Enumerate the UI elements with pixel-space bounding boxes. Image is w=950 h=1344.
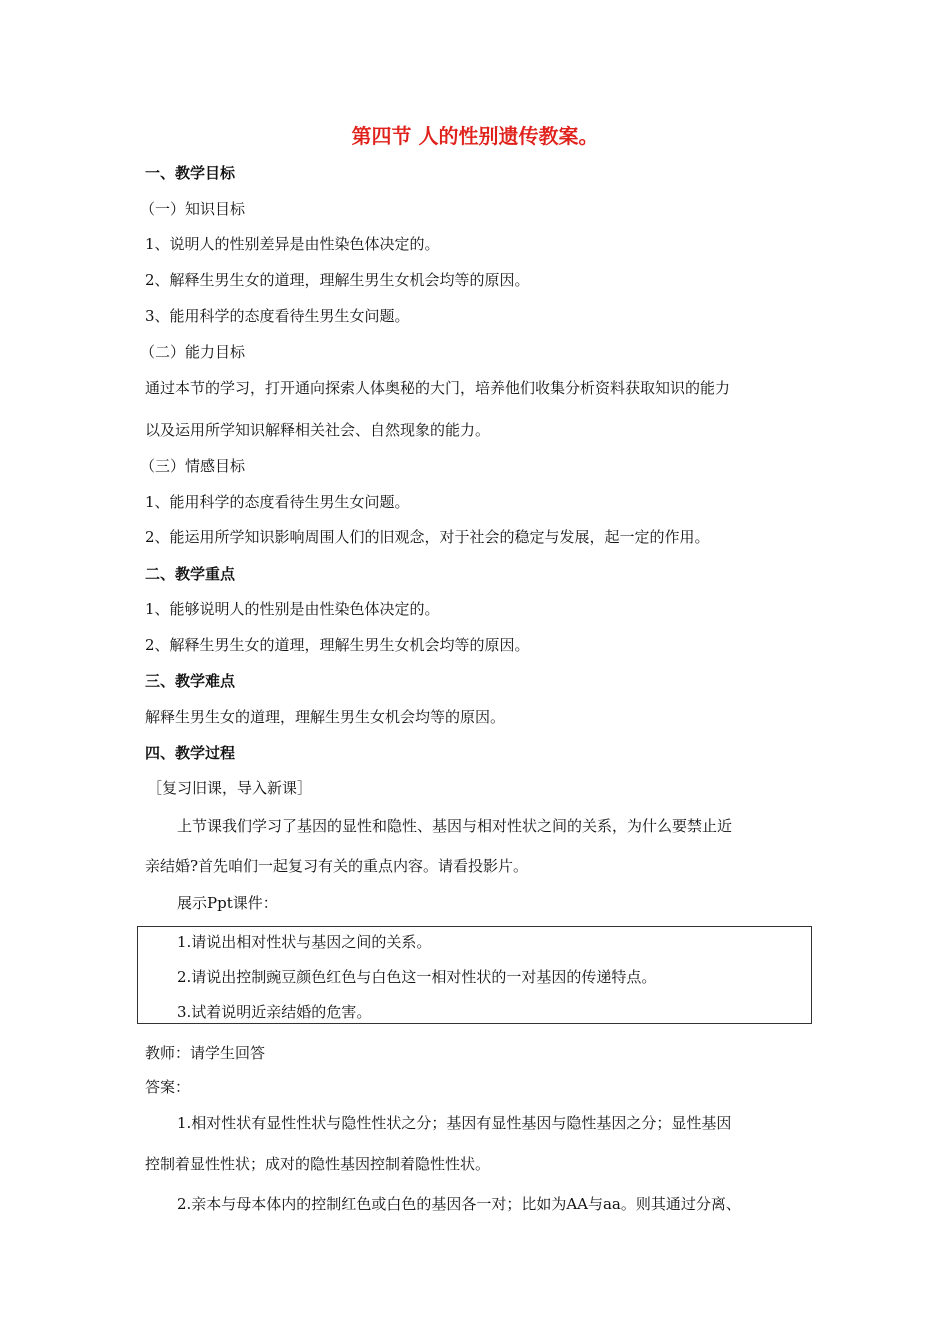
box-item: 2.请说出控制豌豆颜色红色与白色这一相对性状的一对基因的传递特点。: [177, 968, 657, 986]
answer-line: 2.亲本与母本体内的控制红色或白色的基因各一对；比如为AA与aa。则其通过分离、: [177, 1195, 741, 1213]
emotion-heading: （三）情感目标: [140, 457, 246, 475]
answer-line: 1.相对性状有显性性状与隐性性状之分；基因有显性基因与隐性基因之分；显性基因: [177, 1114, 732, 1132]
ppt-label: 展示Ppt课件：: [177, 894, 278, 912]
ability-line: 以及运用所学知识解释相关社会、自然现象的能力。: [145, 421, 491, 439]
box-item: 1.请说出相对性状与基因之间的关系。: [177, 933, 432, 951]
emotion-item: 1、能用科学的态度看待生男生女问题。: [145, 493, 410, 511]
key-item: 1、能够说明人的性别是由性染色体决定的。: [145, 600, 440, 618]
knowledge-item: 1、说明人的性别差异是由性染色体决定的。: [145, 235, 440, 253]
ppt-question-box: [137, 926, 812, 1024]
answer-label: 答案：: [145, 1078, 191, 1096]
difficulty-text: 解释生男生女的道理，理解生男生女机会均等的原因。: [145, 708, 506, 726]
ability-heading: （二）能力目标: [140, 343, 246, 361]
intro-line: 上节课我们学习了基因的显性和隐性、基因与相对性状之间的关系，为什么要禁止近: [177, 817, 733, 835]
goals-heading: 一、教学目标: [145, 164, 236, 182]
knowledge-item: 3、能用科学的态度看待生男生女问题。: [145, 307, 410, 325]
emotion-item: 2、能运用所学知识影响周围人们的旧观念，对于社会的稳定与发展，起一定的作用。: [145, 528, 710, 546]
key-heading: 二、教学重点: [145, 565, 236, 583]
review-label: ［复习旧课，导入新课］: [147, 779, 313, 797]
key-item: 2、解释生男生女的道理，理解生男生女机会均等的原因。: [145, 636, 530, 654]
knowledge-heading: （一）知识目标: [140, 200, 246, 218]
box-item: 3.试着说明近亲结婚的危害。: [177, 1003, 372, 1021]
teacher-line: 教师：请学生回答: [145, 1044, 266, 1062]
knowledge-item: 2、解释生男生女的道理，理解生男生女机会均等的原因。: [145, 271, 530, 289]
answer-line: 控制着显性性状；成对的隐性基因控制着隐性性状。: [145, 1155, 491, 1173]
ability-line: 通过本节的学习，打开通向探索人体奥秘的大门，培养他们收集分析资料获取知识的能力: [145, 379, 731, 397]
difficulty-heading: 三、教学难点: [145, 672, 236, 690]
process-heading: 四、教学过程: [145, 744, 236, 762]
intro-line: 亲结婚?首先咱们一起复习有关的重点内容。请看投影片。: [145, 857, 529, 875]
document-title: 第四节 人的性别遗传教案。: [351, 124, 599, 148]
